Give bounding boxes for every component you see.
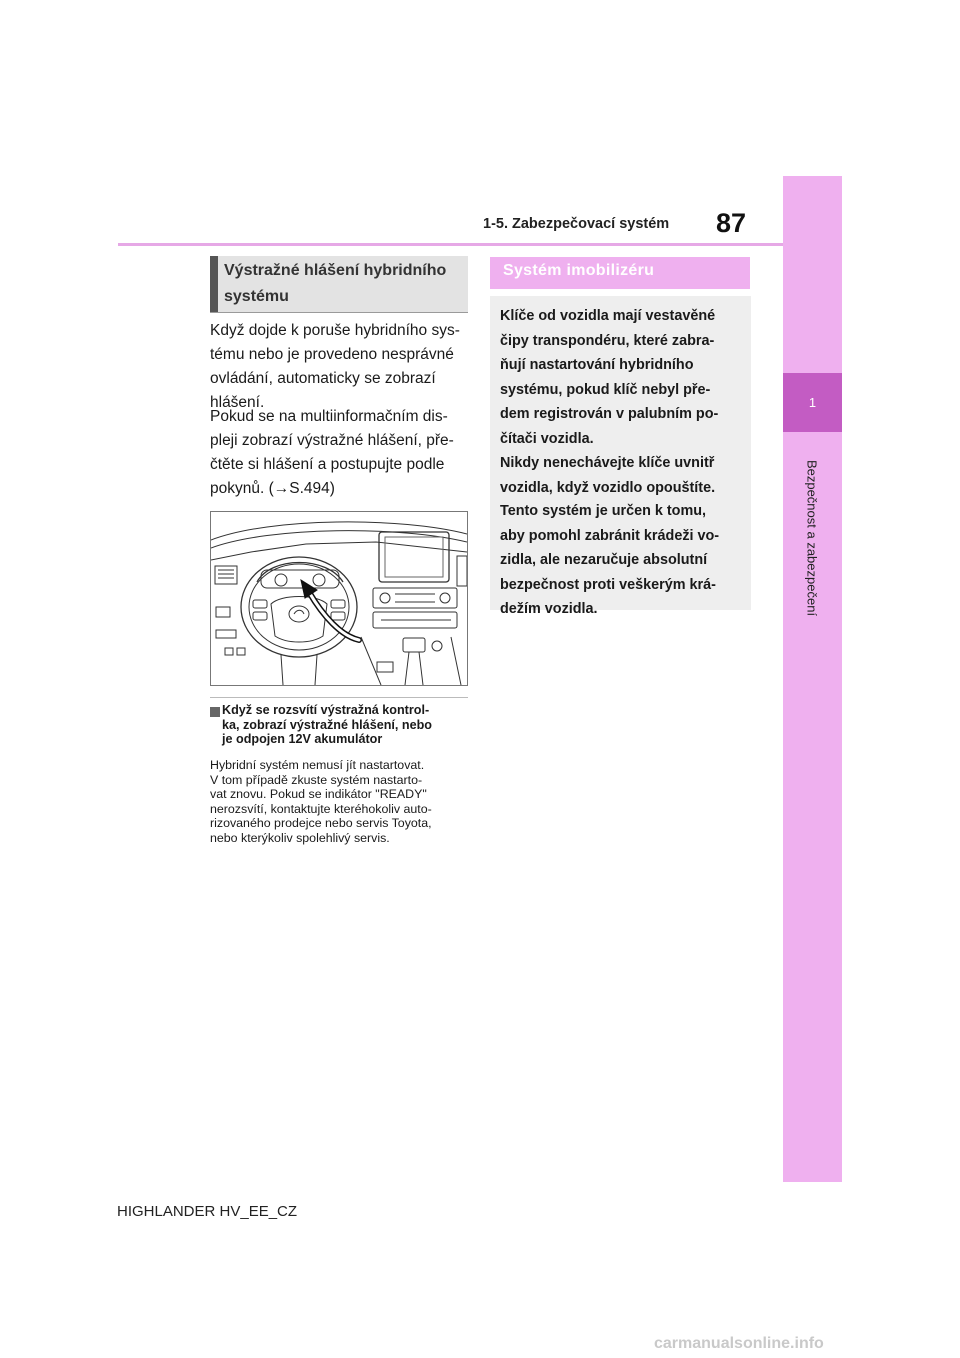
heading-line: Když se rozsvítí výstražná kontrol- (222, 703, 430, 717)
divider (210, 697, 468, 698)
text-line: vat znovu. Pokud se indikátor "READY" (210, 787, 427, 801)
text-line: pleji zobrazí výstražné hlášení, pře- (210, 432, 454, 449)
text-line: nerozsvítí, kontaktujte kteréhokoliv auto- (210, 801, 432, 816)
immobilizer-paragraph-2 (500, 451, 750, 500)
subsection-heading (222, 703, 472, 747)
dashboard-illustration (210, 511, 468, 686)
text-line: bezpečnost proti veškerým krá- (500, 576, 716, 593)
chapter-side-tab (783, 176, 842, 1182)
immobilizer-paragraph-3 (500, 499, 750, 622)
immobilizer-paragraph-1 (500, 304, 750, 451)
text-line: čítači vozidla. (500, 430, 594, 447)
section-heading-hybrid-warning (224, 258, 466, 310)
section-heading-bar (210, 256, 218, 312)
page-reference-link[interactable]: pokynů. (→S.494) (210, 480, 335, 497)
watermark: carmanualsonline.info (654, 1335, 824, 1352)
text-line: aby pomohl zabránit krádeži vo- (500, 527, 720, 544)
bullet-square-icon (210, 707, 220, 717)
text-line: Nikdy nenechávejte klíče uvnitř (500, 455, 715, 471)
text-line: rizovaného prodejce nebo servis Toyota, (210, 816, 432, 830)
section-heading-immobilizer: Systém imobilizéru (503, 262, 655, 279)
header-rule (118, 243, 783, 246)
heading-underline (210, 312, 468, 313)
text-line: Tento systém je určen k tomu, (500, 503, 707, 519)
text-line: Pokud se na multiinformačním dis- (210, 408, 448, 425)
page-number: 87 (716, 208, 747, 238)
footer-model-code: HIGHLANDER HV_EE_CZ (117, 1203, 298, 1220)
section-title: 1-5. Zabezpečovací systém (483, 216, 670, 232)
paragraph-display-instructions (210, 405, 472, 501)
text-line: ňují nastartování hybridního (500, 357, 694, 373)
text-line: čtěte si hlášení a postupujte podle (210, 456, 445, 473)
text-line: čipy transpondéru, které zabra- (500, 332, 715, 349)
chapter-number-tab[interactable]: 1 (783, 373, 842, 432)
chapter-title-vertical: Bezpečnost a zabezpečení (804, 459, 820, 617)
heading-line: ka, zobrazí výstražné hlášení, nebo (222, 717, 432, 732)
text-line: vozidla, když vozidlo opouštíte. (500, 479, 716, 496)
heading-line: je odpojen 12V akumulátor (222, 732, 383, 746)
text-line: systému, pokud klíč nebyl pře- (500, 381, 711, 398)
text-line: tému nebo je provedeno nesprávné (210, 346, 454, 363)
text-line: dežím vozidla. (500, 601, 598, 617)
paragraph-malfunction (210, 319, 472, 415)
heading-line: systému (224, 288, 289, 305)
text-line: Klíče od vozidla mají vestavěné (500, 308, 716, 324)
text-line: dem registrován v palubním po- (500, 406, 719, 422)
subsection-body (210, 758, 472, 845)
text-line: hlášení. (210, 394, 265, 411)
text-line: ovládání, automaticky se zobrazí (210, 370, 436, 387)
text-line: V tom případě zkuste systém nastarto- (210, 772, 423, 787)
text-line: Hybridní systém nemusí jít nastartovat. (210, 758, 425, 772)
text-line: Když dojde k poruše hybridního sys- (210, 322, 460, 339)
text-line: zidla, ale nezaručuje absolutní (500, 552, 708, 568)
heading-line: Výstražné hlášení hybridního (224, 262, 447, 279)
text-line: nebo kterýkoliv spolehlivý servis. (210, 830, 390, 845)
